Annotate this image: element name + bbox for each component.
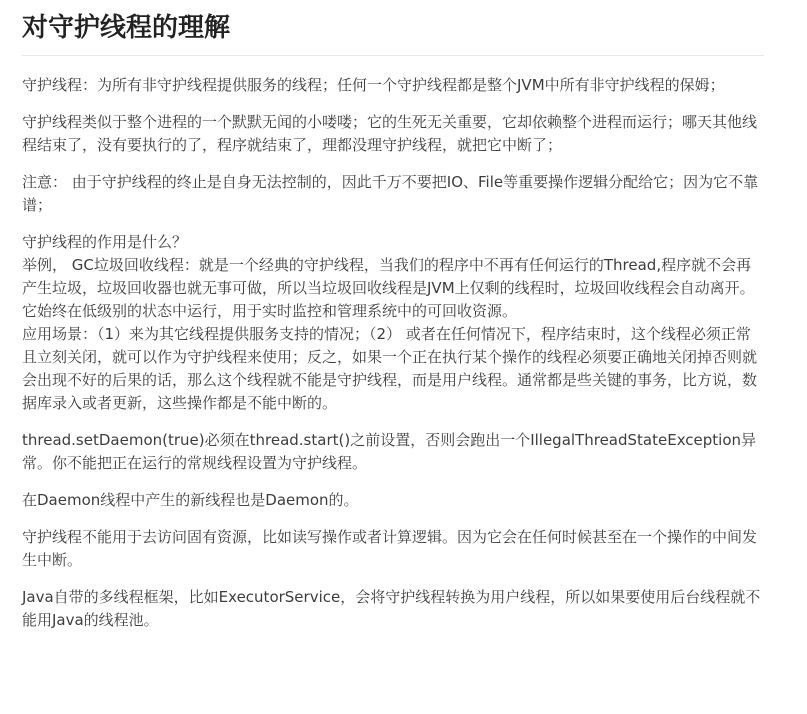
article [22, 0, 764, 632]
paragraph-analogy: 守护线程类似于整个进程的一个默默无闻的小喽喽；它的生死无关重要，它却依赖整个进程而运行；哪天其他线程结束了，没有要执行的了，程序就结束了，理都没理守护线程，就把它中断了； [22, 113, 758, 154]
paragraph-note: 注意： 由于守护线程的终止是自身无法控制的，因此千万不要把IO、File等重要操作逻辑分配给它；因为它不靠谱； [22, 173, 759, 214]
purpose-example: 举例， GC垃圾回收线程：就是一个经典的守护线程，当我们的程序中不再有任何运行的Thread,程序就不会再产生垃圾，垃圾回收器也就无事可做，所以当垃圾回收线程是JVM上仅剩的线程时，垃圾回收线程会自动离开。它始终在低级别的状态中运行，用于实时监控和管理系统中的可回收资源。 [22, 256, 755, 320]
paragraph-daemon-children: 在Daemon线程中产生的新线程也是Daemon的。 [22, 491, 359, 509]
paragraph-executor: Java自带的多线程框架，比如ExecutorService，会将守护线程转换为用户线程，所以如果要使用后台线程就不能用Java的线程池。 [22, 588, 761, 629]
purpose-scenario: 应用场景：（1）来为其它线程提供服务支持的情况；（2） 或者在任何情况下，程序结束时，这个线程必须正常且立刻关闭，就可以作为守护线程来使用；反之，如果一个正在执行某个操作的线程必须要正确地关闭掉否则就会出现不好的后果的话，那么这个线程就不能是守护线程，而是用户线程。通常都是些关键的事务，比方说，数据库录入或者更新，这些操作都是不能中断的。 [22, 325, 758, 412]
article-title: 对守护线程的理解 [22, 0, 764, 56]
paragraph-definition: 守护线程：为所有非守护线程提供服务的线程；任何一个守护线程都是整个JVM中所有非守护线程的保姆； [22, 76, 725, 94]
paragraph-resources: 守护线程不能用于去访问固有资源，比如读写操作或者计算逻辑。因为它会在任何时候甚至在一个操作的中间发生中断。 [22, 528, 758, 569]
purpose-question: 守护线程的作用是什么？ [22, 233, 188, 251]
paragraph-setdaemon: thread.setDaemon(true)必须在thread.start()之前设置，否则会跑出一个IllegalThreadStateException异常。你不能把正在运行的常规线程设置为守护线程。 [22, 431, 757, 472]
paragraph-purpose [22, 231, 764, 415]
